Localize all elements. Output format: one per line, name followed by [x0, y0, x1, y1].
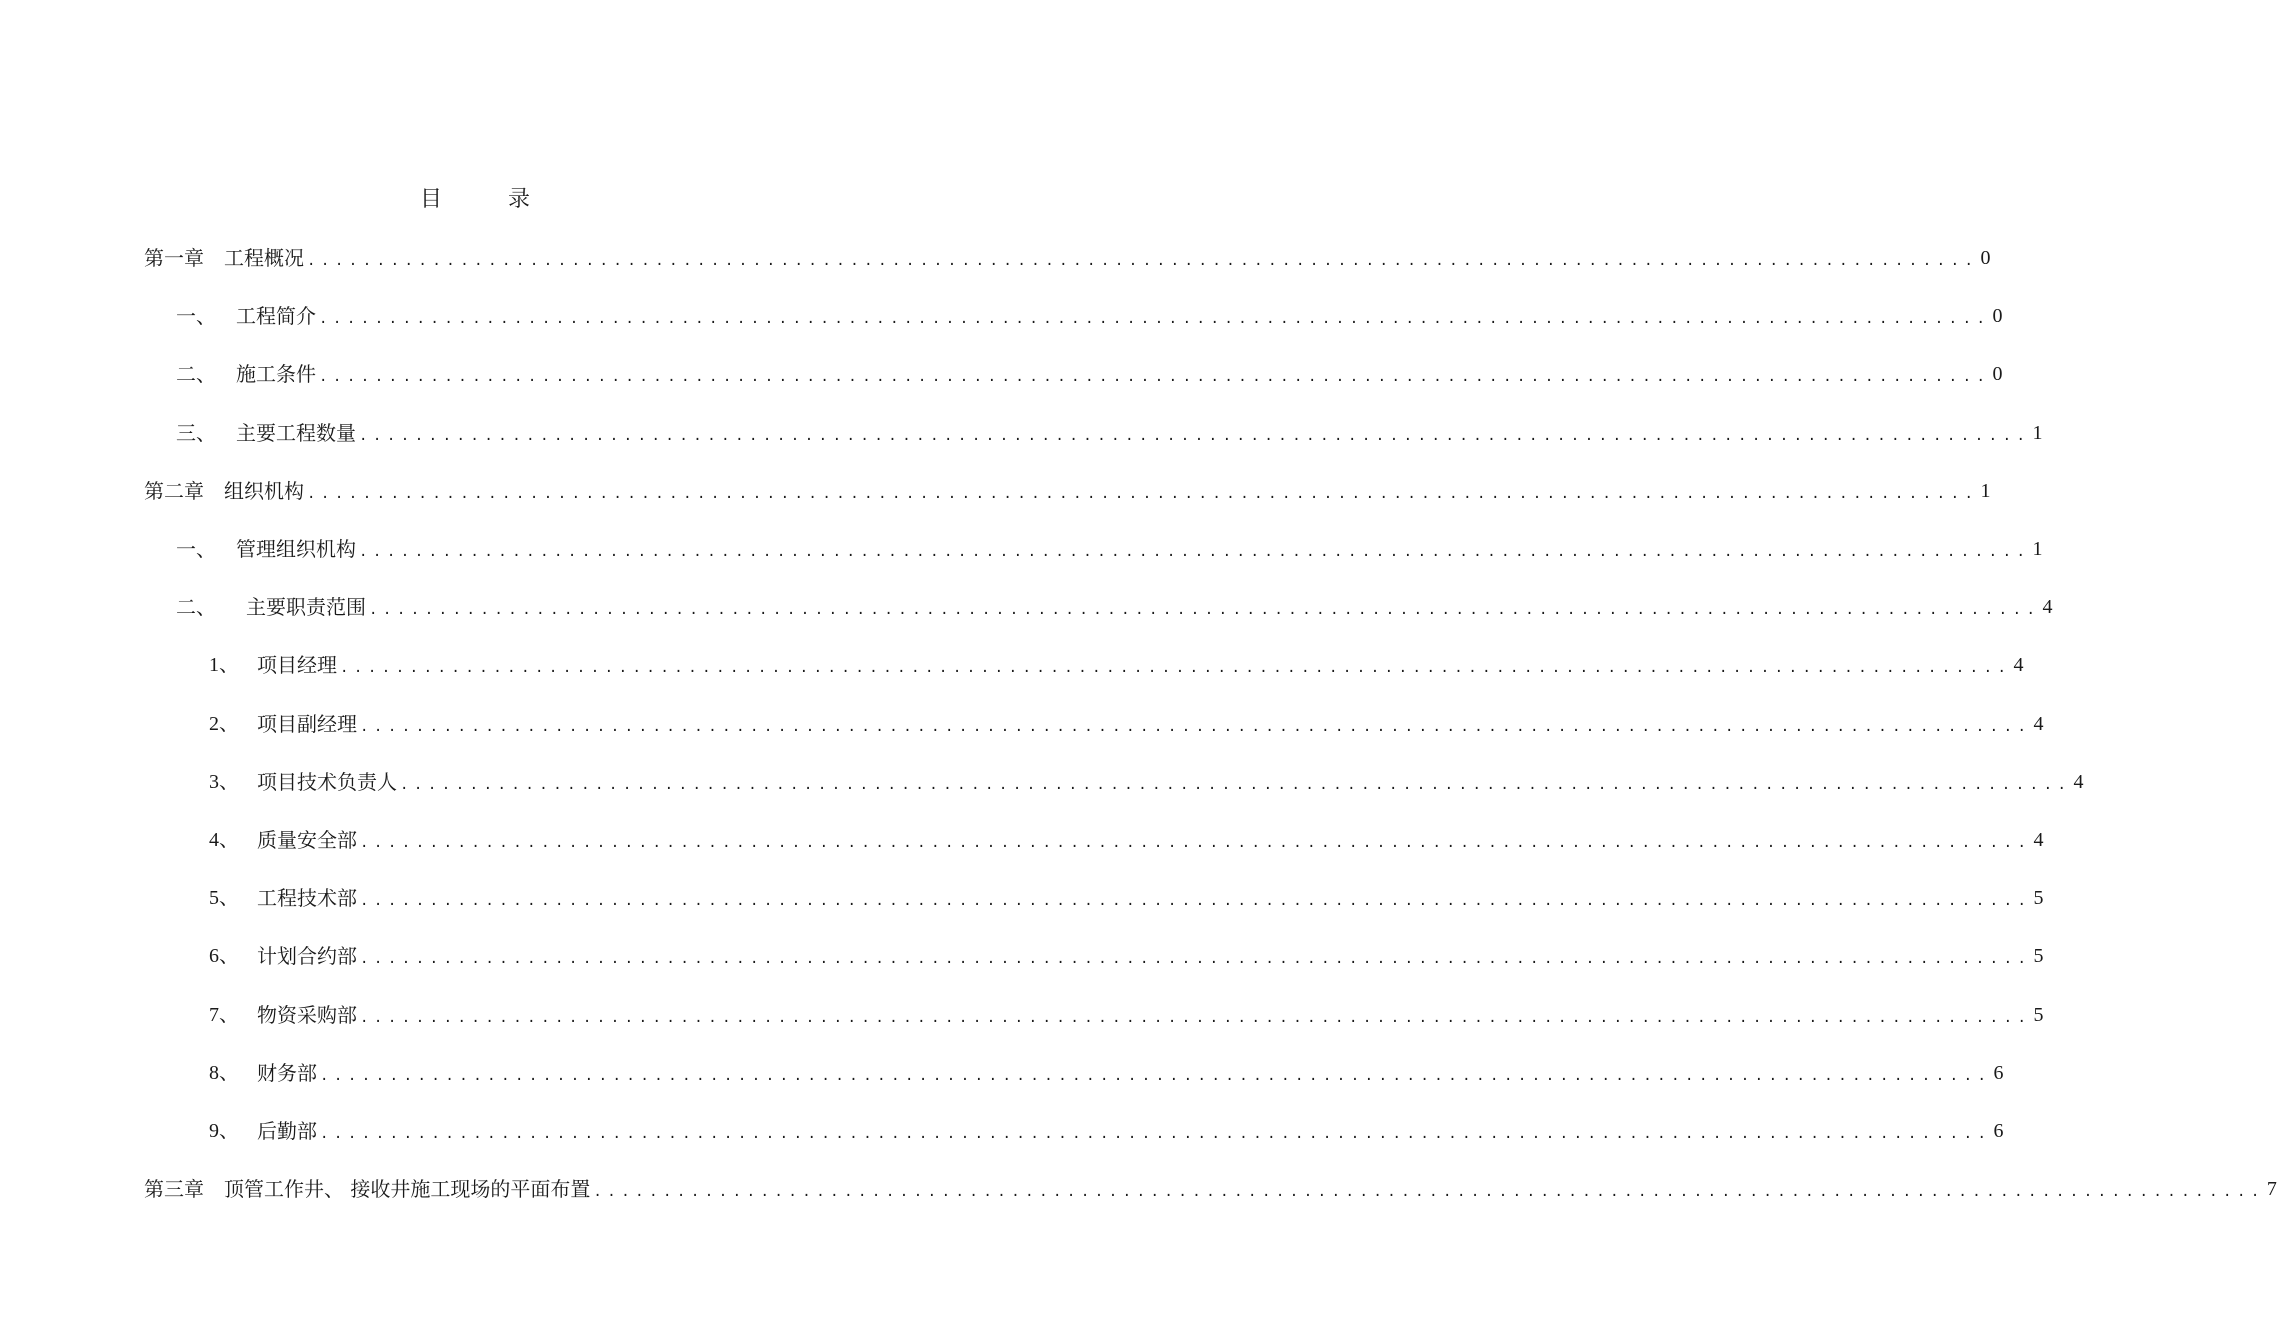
toc-entry-number: 第三章	[144, 1177, 204, 1202]
toc-entry-number: 2、	[209, 712, 239, 735]
toc-entry-text: 工程概况	[224, 246, 304, 270]
dot-leader: ........................................................................................................................	[360, 718, 2032, 735]
toc-entry-number: 第二章	[144, 478, 204, 503]
dot-leader: ........................................................................................................................	[319, 311, 1991, 328]
toc-entry-subsection[interactable]	[209, 1056, 2004, 1090]
toc-entry-page: 5	[2033, 887, 2044, 910]
toc-entry-text: 项目经理	[257, 653, 337, 678]
toc-entry-number: 4、	[209, 829, 239, 851]
toc-entry-subsection[interactable]	[209, 939, 2044, 973]
toc-entry-text: 施工条件	[236, 362, 316, 387]
dot-leader: ........................................................................................................................	[360, 835, 2032, 851]
toc-entry-number: 3、	[209, 770, 239, 793]
toc-entry-text: 财务部	[257, 1060, 317, 1085]
toc-entry-number: 一、	[176, 537, 216, 561]
toc-entry-text: 主要职责范围	[246, 595, 366, 620]
toc-entry-chapter-2[interactable]	[144, 474, 1991, 508]
toc-entry-text: 项目副经理	[257, 711, 357, 736]
toc-entry-text: 项目技术负责人	[257, 769, 397, 794]
toc-entry-chapter-3[interactable]	[144, 1172, 2277, 1206]
toc-entry-page: 4	[2073, 770, 2084, 793]
toc-entry-subsection[interactable]	[209, 648, 2024, 682]
toc-entry-text: 质量安全部	[257, 828, 357, 852]
toc-entry-subsection[interactable]	[209, 765, 2084, 799]
dot-leader: ........................................................................................................................	[593, 1184, 2265, 1201]
toc-entry-page: 4	[2013, 654, 2024, 677]
dot-leader: ........................................................................................................................	[369, 602, 2041, 619]
toc-entry-number: 5、	[209, 887, 239, 910]
dot-leader: ........................................................................................................................	[320, 1126, 1992, 1142]
dot-leader: ........................................................................................................................	[360, 1009, 2032, 1026]
toc-entry-text: 主要工程数量	[236, 420, 356, 445]
toc-entry-number: 9、	[209, 1120, 239, 1142]
dot-leader: ........................................................................................................................	[360, 893, 2032, 910]
toc-entry-subsection[interactable]	[209, 881, 2044, 915]
toc-entry-subsection[interactable]	[209, 707, 2044, 741]
toc-entry-section[interactable]	[176, 416, 2043, 450]
toc-entry-page: 6	[1993, 1061, 2004, 1084]
dot-leader: ........................................................................................................................	[359, 544, 2031, 560]
toc-entry-page: 0	[1992, 305, 2003, 328]
toc-entry-text: 工程技术部	[257, 886, 357, 911]
toc-entry-text: 顶管工作井、 接收井施工现场的平面布置	[224, 1177, 591, 1202]
toc-entry-number: 1、	[209, 654, 239, 677]
toc-entry-text: 计划合约部	[257, 944, 357, 969]
toc-entry-number: 7、	[209, 1003, 239, 1026]
toc-entry-page: 1	[2032, 421, 2043, 444]
toc-entry-section[interactable]	[176, 357, 2003, 391]
dot-leader: ........................................................................................................................	[340, 660, 2012, 677]
toc-entry-number: 8、	[209, 1061, 239, 1084]
dot-leader: ........................................................................................................................	[307, 253, 1979, 269]
toc-entry-subsection[interactable]	[209, 998, 2044, 1032]
dot-leader: ........................................................................................................................	[319, 369, 1991, 386]
toc-entry-page: 1	[1980, 479, 1991, 502]
toc-entry-number: 一、	[176, 304, 216, 329]
toc-entry-page: 5	[2033, 1003, 2044, 1026]
toc-entry-section[interactable]	[176, 299, 2003, 333]
toc-entry-section[interactable]	[176, 590, 2053, 624]
toc-entry-page: 4	[2042, 596, 2053, 619]
toc-entry-page: 0	[1980, 247, 1991, 269]
toc-entry-number: 三、	[176, 420, 216, 445]
toc-entry-subsection[interactable]	[209, 823, 2044, 857]
toc-entry-page: 4	[2033, 712, 2044, 735]
toc-entry-page: 0	[1992, 363, 2003, 386]
toc-entry-page: 4	[2033, 829, 2044, 851]
toc-entry-text: 后勤部	[257, 1119, 317, 1143]
toc-entry-text: 工程简介	[236, 304, 316, 329]
toc-entry-page: 1	[2032, 538, 2043, 560]
toc-entry-page: 6	[1993, 1120, 2004, 1142]
toc-entry-page: 7	[2266, 1178, 2277, 1201]
toc-entry-page: 5	[2033, 945, 2044, 968]
dot-leader: ........................................................................................................................	[359, 427, 2031, 444]
dot-leader: ........................................................................................................................	[320, 1067, 1992, 1084]
toc-entry-chapter-1[interactable]	[144, 241, 1991, 275]
toc-entry-number: 二、	[176, 362, 216, 387]
toc-entry-text: 组织机构	[224, 478, 304, 503]
toc-entry-text: 管理组织机构	[236, 537, 356, 561]
toc-entry-number: 二、	[176, 595, 216, 620]
toc-entry-number: 6、	[209, 945, 239, 968]
toc-entry-section[interactable]	[176, 532, 2043, 566]
toc-entry-number: 第一章	[144, 246, 204, 270]
dot-leader: ........................................................................................................................	[307, 485, 1979, 502]
toc-title: 目 录	[419, 187, 552, 212]
toc-entry-text: 物资采购部	[257, 1002, 357, 1027]
dot-leader: ........................................................................................................................	[360, 951, 2032, 968]
dot-leader: ........................................................................................................................	[400, 776, 2072, 793]
toc-entry-subsection[interactable]	[209, 1114, 2004, 1148]
